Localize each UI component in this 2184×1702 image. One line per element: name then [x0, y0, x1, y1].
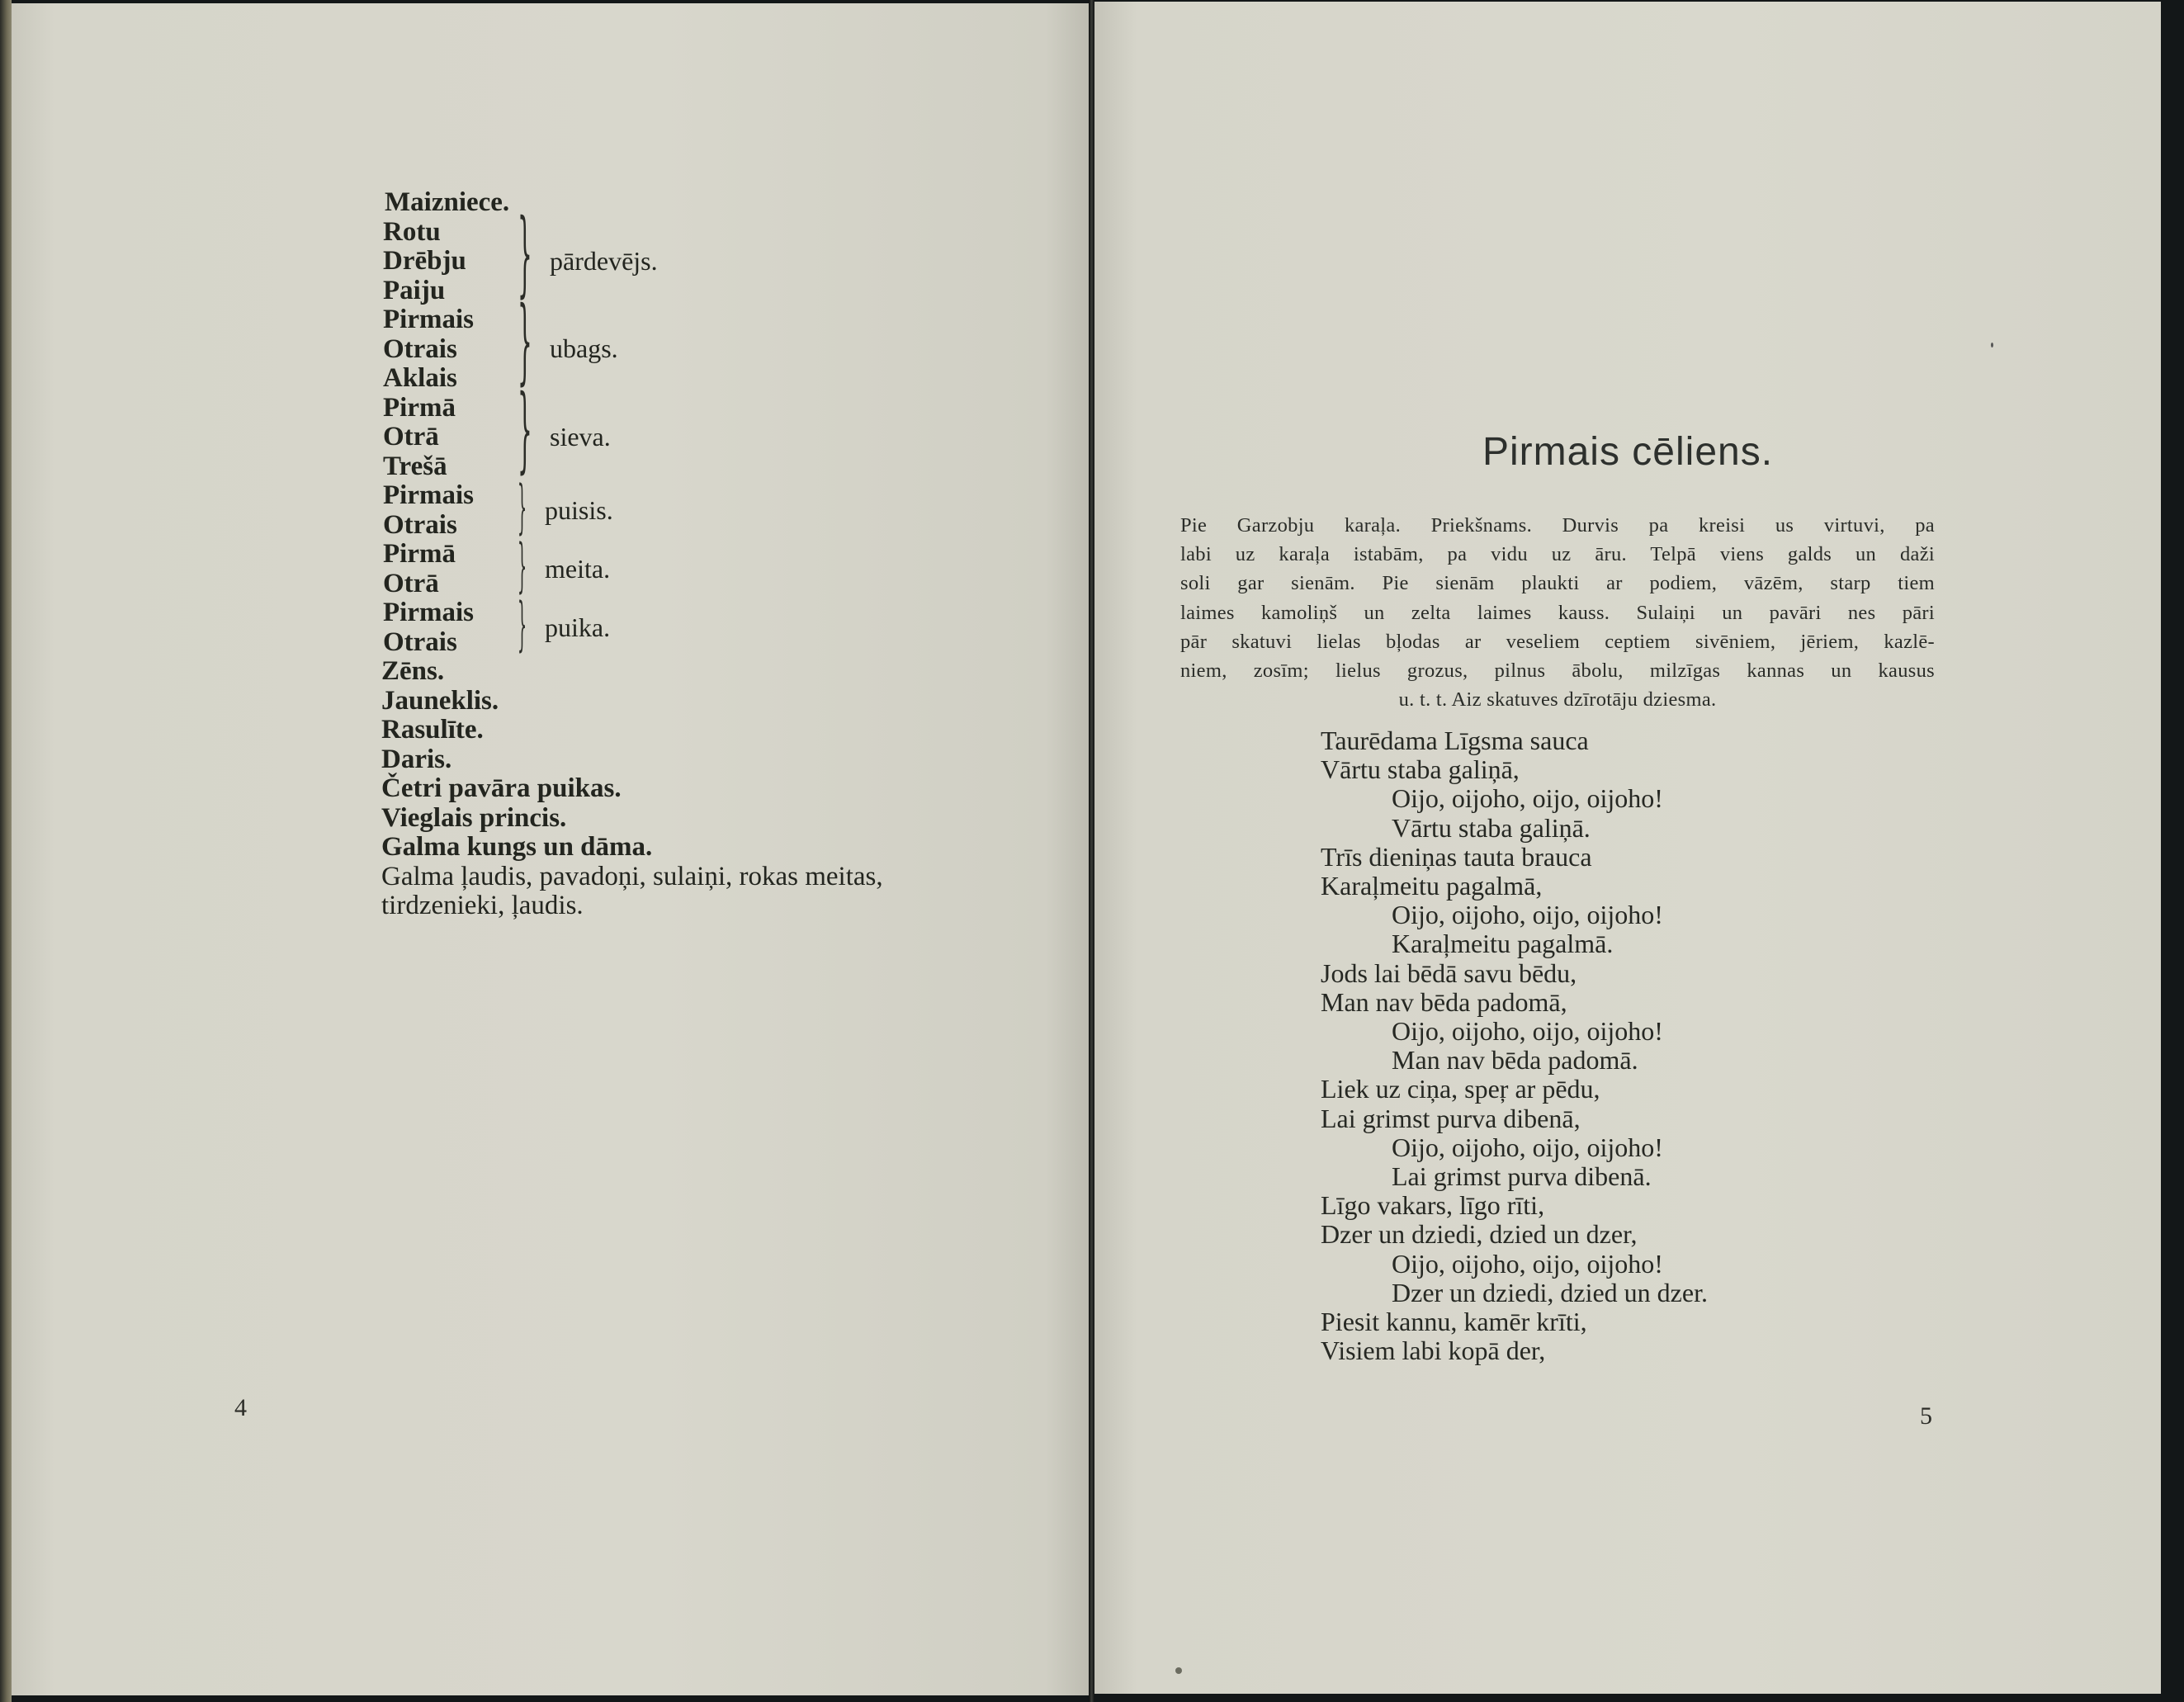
cast-name: Pirmais — [383, 480, 474, 510]
song-line: Karaļmeitu pagalmā. — [1392, 929, 1614, 959]
left-page — [12, 3, 1089, 1695]
cast-name: Daris. — [381, 744, 452, 774]
role-label: sieva. — [550, 421, 611, 452]
stage-direction-line: pār skatuvi lielas bļodas ar veseliem ceptiem sivēniem, jēriem, kazlē- — [1180, 630, 1935, 653]
right-page — [1094, 2, 2161, 1694]
song-line: Dzer un dziedi, dzied un dzer, — [1321, 1219, 1638, 1250]
cast-name: Pirmā — [383, 392, 456, 423]
cast-name: Trešā — [383, 451, 447, 481]
stage-direction-line: labi uz karaļa istabām, pa vidu uz āru. Telpā viens galds un daži — [1180, 543, 1935, 566]
cast-name: Otrais — [383, 509, 457, 540]
cast-name: Maizniece. — [385, 187, 510, 217]
cast-name: Zēns. — [381, 656, 445, 686]
song-line: Oijo, oijoho, oijo, oijoho! — [1392, 1016, 1663, 1047]
cast-name: Pirmais — [383, 305, 474, 334]
cast-name: Rasulīte. — [381, 715, 484, 745]
page-number-right: 5 — [1920, 1402, 1932, 1430]
paper-speck — [1175, 1667, 1182, 1674]
song-line: Karaļmeitu pagalmā, — [1321, 871, 1543, 901]
cast-name: Otrais — [383, 333, 457, 364]
role-label: meita. — [545, 553, 611, 584]
cast-name: Paiju — [383, 275, 446, 305]
brace-icon: } — [518, 375, 532, 483]
brace-icon: } — [518, 199, 532, 307]
song-line: Dzer un dziedi, dzied un dzer. — [1392, 1277, 1708, 1307]
song-line: Vārtu staba galiņā, — [1321, 754, 1520, 785]
book-spine — [1089, 0, 1094, 1702]
stage-direction-line: Pie Garzobju karaļa. Priekšnams. Durvis pa kreisi us virtuvi, pa — [1180, 514, 1935, 537]
cast-name: Rotu — [383, 216, 441, 247]
cast-name: Vieglais princis. — [381, 802, 567, 833]
song-line: Oijo, oijoho, oijo, oijoho! — [1392, 1248, 1663, 1279]
cast-name: Aklais — [383, 363, 457, 393]
stage-direction-line: soli gar sienām. Pie sienām plaukti ar podiem, vāzēm, starp tiem — [1180, 572, 1935, 595]
cast-name: Otrais — [383, 626, 457, 657]
stage-direction-line: u. t. t. Aiz skatuves dzīrotāju dziesma. — [1398, 688, 1717, 712]
cast-name: Drēbju — [383, 246, 466, 276]
brace-icon: } — [518, 473, 527, 541]
song-line: Trīs dieniņas tauta brauca — [1321, 841, 1592, 872]
song-line: Liek uz ciņa, speŗ ar pēdu, — [1321, 1074, 1600, 1104]
song-line: Līgo vakars, līgo rīti, — [1321, 1190, 1545, 1221]
book-left-edge — [0, 0, 12, 1702]
cast-name: Pirmais — [383, 598, 474, 627]
cast-name: Galma kungs un dāma. — [381, 832, 653, 862]
song-line: Lai grimst purva dibenā, — [1321, 1103, 1581, 1133]
role-label: puisis. — [545, 494, 613, 525]
page-number-left: 4 — [234, 1394, 247, 1421]
cast-name: Pirmā — [383, 539, 456, 569]
cast-name: Jauneklis. — [381, 685, 499, 716]
cast-extras: Galma ļaudis, pavadoņi, sulaiņi, rokas meitas, — [381, 861, 883, 891]
stage-directions — [1180, 511, 1935, 714]
song-line: Jods lai bēdā savu bēdu, — [1321, 957, 1577, 988]
song-line: Oijo, oijoho, oijo, oijoho! — [1392, 1132, 1663, 1162]
song-lyrics — [1321, 726, 1708, 1365]
song-line: Visiem labi kopā der, — [1321, 1336, 1546, 1366]
song-line: Oijo, oijoho, oijo, oijoho! — [1392, 783, 1663, 814]
stage-direction-line: niem, zosīm; lielus grozus, pilnus ābolu, milzīgas kannas un kausus — [1180, 660, 1935, 683]
song-line: Man nav bēda padomā. — [1392, 1045, 1638, 1076]
role-label: puika. — [545, 612, 611, 642]
paper-speck — [1991, 343, 1993, 347]
role-label: pārdevējs. — [550, 245, 658, 276]
song-line: Taurēdama Līgsma sauca — [1321, 726, 1589, 755]
cast-extras: tirdzenieki, ļaudis. — [381, 891, 584, 920]
role-label: ubags. — [550, 333, 618, 364]
cast-name: Otrā — [383, 422, 439, 452]
cast-name: Otrā — [383, 568, 439, 598]
song-line: Man nav bēda padomā, — [1321, 986, 1567, 1017]
cast-name: Četri pavāra puikas. — [381, 773, 622, 803]
song-line: Piesit kannu, kamēr krīti, — [1321, 1307, 1587, 1337]
brace-icon: } — [518, 590, 527, 658]
brace-icon: } — [518, 287, 532, 395]
stage-direction-line: laimes kamoliņš un zelta laimes kauss. Sulaiņi un pavāri nes pāri — [1180, 601, 1935, 624]
song-line: Oijo, oijoho, oijo, oijoho! — [1392, 900, 1663, 930]
brace-icon: } — [518, 532, 527, 599]
act-title: Pirmais cēliens. — [1482, 430, 1774, 474]
song-line: Vārtu staba galiņā. — [1392, 812, 1591, 843]
song-line: Lai grimst purva dibenā. — [1392, 1161, 1652, 1192]
